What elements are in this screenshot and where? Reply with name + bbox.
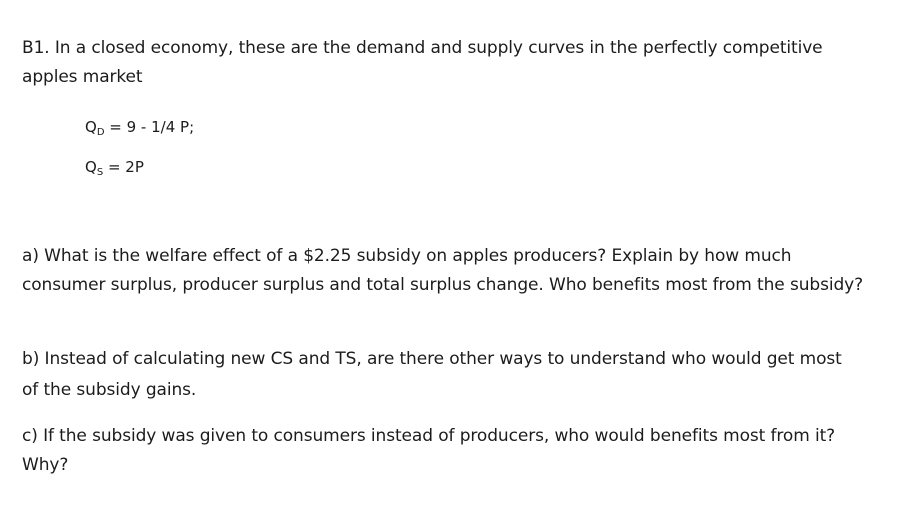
part-b-line-2: of the subsidy gains. — [22, 380, 197, 400]
part-c-line-2: Why? — [22, 455, 69, 475]
demand-equation — [85, 118, 194, 136]
demand-symbol: Q — [85, 118, 97, 136]
supply-subscript: S — [96, 167, 104, 178]
part-b-line-1: b) Instead of calculating new CS and TS, are there other ways to understand who would get most — [22, 349, 842, 369]
supply-equation — [85, 158, 144, 176]
question-intro-line-2: apples market — [22, 67, 143, 87]
supply-rhs: = 2P — [103, 158, 144, 176]
part-a-line-2: consumer surplus, producer surplus and total surplus change. Who benefits most from the subsidy? — [22, 275, 864, 295]
part-c-line-1: c) If the subsidy was given to consumers instead of producers, who would benefits most from it? — [22, 426, 836, 446]
supply-symbol: Q — [85, 158, 97, 176]
demand-subscript: D — [96, 127, 105, 138]
question-intro-line-1: B1. In a closed economy, these are the demand and supply curves in the perfectly competitive — [22, 38, 823, 58]
demand-rhs: = 9 - 1/4 P; — [104, 118, 195, 136]
part-a-line-1: a) What is the welfare effect of a $2.25 subsidy on apples producers? Explain by how much — [22, 246, 792, 266]
